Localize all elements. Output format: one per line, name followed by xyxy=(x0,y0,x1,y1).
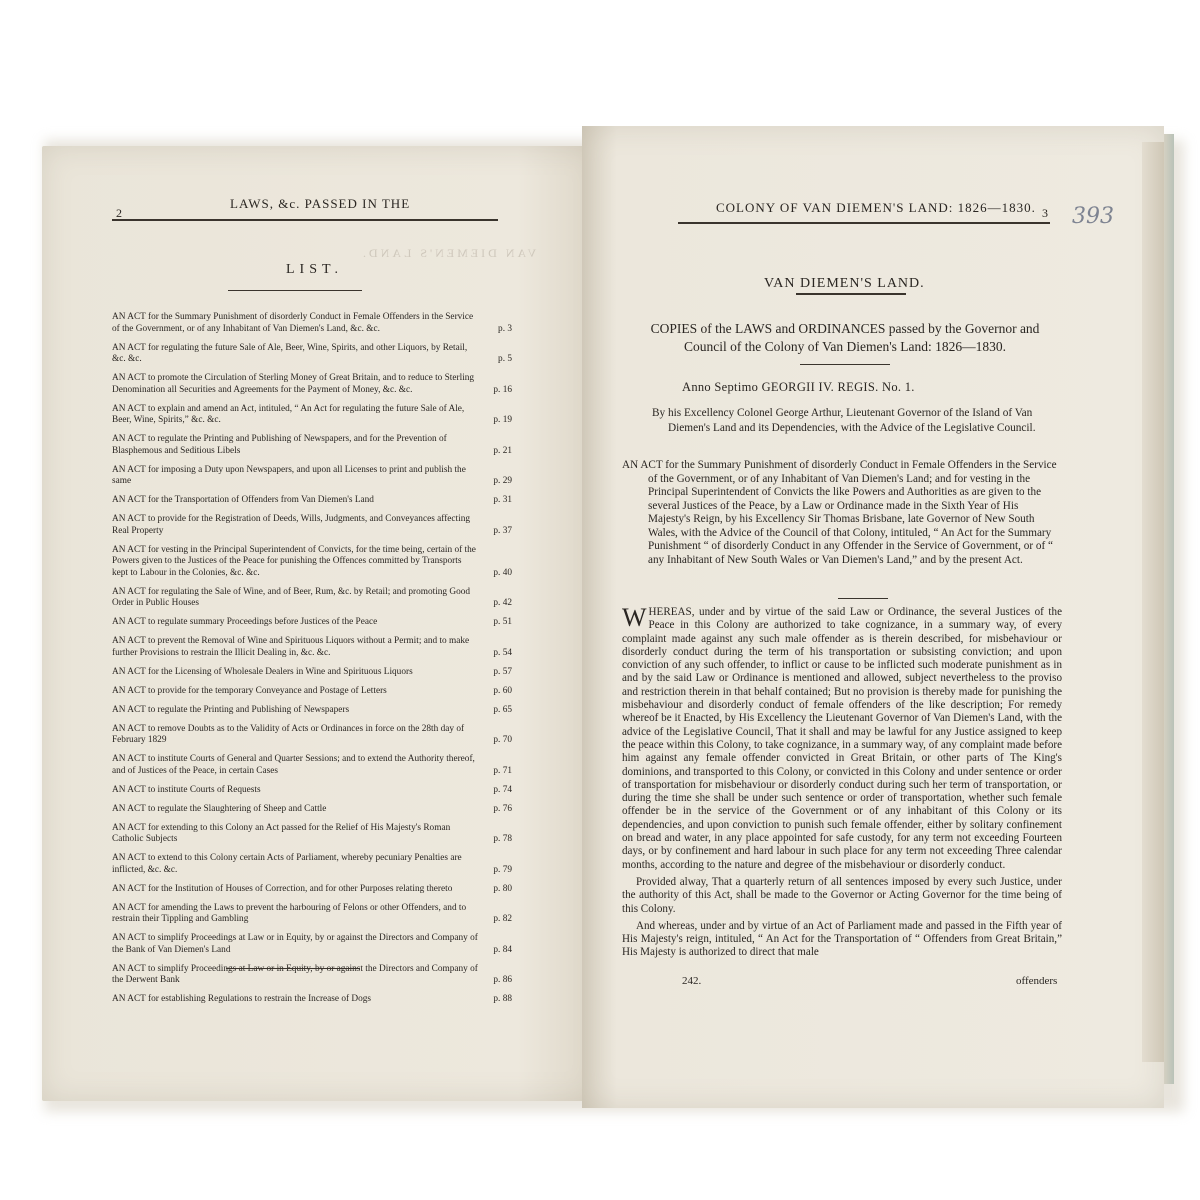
list-item-page: p. 57 xyxy=(493,666,512,677)
and-whereas-paragraph: And whereas, under and by virtue of an Act of Parliament made and passed in the Fifth year of His Majesty's reign, intituled, “ An Act for the Transportation of “ Offenders from Great Britain,” His Majesty is authorized to direct that male xyxy=(622,919,1062,959)
act-heading xyxy=(622,459,1058,567)
section-title-rule xyxy=(796,293,906,295)
list-item xyxy=(112,404,512,427)
right-page-edge xyxy=(1142,142,1164,1062)
list-item-page: p. 78 xyxy=(493,834,512,844)
list-item xyxy=(112,434,512,457)
list-item-page: p. 65 xyxy=(493,704,512,715)
list-item-title: AN ACT for the Institution of Houses of Correction, and for other Purposes relating thereto xyxy=(112,883,453,894)
whereas-paragraph xyxy=(622,603,1062,872)
list-item-title: AN ACT to provide for the temporary Conveyance and Postage of Letters xyxy=(112,685,387,696)
list-item xyxy=(112,373,512,396)
list-item-page: p. 3 xyxy=(498,323,512,334)
list-item-title: AN ACT for amending the Laws to prevent the harbouring of Felons or other Offenders, and to restrain their Tippling and Gambling xyxy=(112,902,467,924)
list-item-page: p. 5 xyxy=(498,354,512,364)
left-page-number: 2 xyxy=(116,206,122,220)
left-end-rule xyxy=(226,968,360,969)
pencil-note: 393 xyxy=(1072,204,1114,229)
list-item xyxy=(112,724,512,747)
list-title-rule xyxy=(228,290,362,291)
list-item xyxy=(112,804,512,816)
list-item-title: AN ACT for vesting in the Principal Superintendent of Convicts, for the time being, certain of the Powers given to the Justices of the Peace for punishing the Offences committed by Transports kept to Labour in the Colonies, &c. &c. xyxy=(112,544,476,578)
list-item-title: AN ACT for imposing a Duty upon Newspapers, and upon all Licenses to print and publish the same xyxy=(112,464,466,486)
list-item-page: p. 21 xyxy=(493,445,512,456)
list-item-title: AN ACT to institute Courts of General and Quarter Sessions; and to extend the Authority thereof, and of Justices of the Peace, in certain Cases xyxy=(112,754,475,776)
list-item-title: AN ACT to explain and amend an Act, intituled, “ An Act for regulating the future Sale of Ale, Beer, Wine, Spirits,” &c. &c. xyxy=(112,403,465,425)
enacting-authority xyxy=(652,406,1052,436)
list-item xyxy=(112,903,512,926)
list-item-page: p. 82 xyxy=(493,914,512,924)
list-item-page: p. 37 xyxy=(493,525,512,536)
drop-cap: W xyxy=(622,603,647,632)
list-item-title: AN ACT for regulating the Sale of Wine, and of Beer, Rum, &c. by Retail; and promoting Good Order in Public Houses xyxy=(112,586,471,608)
list-item-page: p. 80 xyxy=(493,883,512,894)
list-item-title: AN ACT for extending to this Colony an Act passed for the Relief of His Majesty's Roman Catholic Subjects xyxy=(112,822,451,844)
list-item xyxy=(112,617,512,629)
whereas-text: HEREAS, under and by virtue of the said Law or Ordinance, the several Justices of the Peace in this Colony are authorized to take cognizance, in a summary way, of every complaint made against any such male offender as is therein described, for misbehaviour or disorderly conduct during the term of his transportation or subsisting conviction; and upon conviction of any such offender, to inflict or cause to be inflicted such moderate punishment as in and by the said Law or Ordinance is mentioned and allowed, subject nevertheless to the proviso and restriction therein in that behalf contained; But no provision is thereby made for punishing the misbehaviour and disorderly conduct of female offenders of the like description; For remedy whereof be it Enacted, by His Excellency the Lieutenant Governor of Van Diemen's Land, with the advice of the Legislative Council, That it shall and may be lawful for any Justice assigned to keep the peace within this Colony, to take cognizance, in a summary way, of any complaint made before him against any female offender convicted in Great Britain, or other parts of The King's dominions, and transported to this Colony, or convicted in this Colony and under sentence or order of transportation for misbehaviour or disorderly conduct during such her term of transportation, or during the time she shall be under such sentence or order of transportation, whether such female offender be in the service of the Government or of any inhabitant of this Colony or its dependencies, and upon conviction to punish such female offender, either by solitary confinement on bread and water, in any place appointed for safe custody, for any term not exceeding Fourteen days, or by confinement and hard labour in such place for any term not exceeding Three calendar months, according to the nature and degree of the misbehaviour or disorderly conduct. xyxy=(622,606,1062,871)
list-item xyxy=(112,495,512,507)
list-item xyxy=(112,933,512,956)
list-item-page: p. 42 xyxy=(493,598,512,608)
list-item xyxy=(112,853,512,876)
list-item-title: AN ACT to regulate the Slaughtering of Sheep and Cattle xyxy=(112,803,327,814)
list-item-title: AN ACT to remove Doubts as to the Validity of Acts or Ordinances in force on the 28th day of February 1829 xyxy=(112,723,465,745)
list-item-title: AN ACT to simplify Proceedings at Law or in Equity, by or against the Directors and Company of the Bank of Van Diemen's Land xyxy=(112,933,478,955)
list-item-page: p. 71 xyxy=(493,765,512,776)
list-item-title: AN ACT for the Transportation of Offenders from Van Diemen's Land xyxy=(112,495,374,505)
proviso-paragraph: Provided alway, That a quarterly return of all sentences imposed by every such Justice, under the authority of this Act, shall be made to the Governor or Acting Governor for the time being of this Colony. xyxy=(622,875,1062,915)
list-item xyxy=(112,823,512,846)
list-item xyxy=(112,545,512,580)
section-title: VAN DIEMEN'S LAND. xyxy=(764,276,925,291)
enacting-authority-text: By his Excellency Colonel George Arthur, Lieutenant Governor of the Island of Van Diemen's Land and its Dependencies, with the Advice of the Legislative Council. xyxy=(652,407,1036,434)
left-head-rule xyxy=(112,219,498,221)
copies-rule xyxy=(800,364,890,365)
catchword: offenders xyxy=(1016,975,1058,987)
list-item xyxy=(112,587,512,610)
act-body xyxy=(622,603,1062,964)
right-head-rule xyxy=(678,222,1050,224)
list-item-title: AN ACT for the Licensing of Wholesale Dealers in Wine and Spirituous Liquors xyxy=(112,666,413,677)
list-item-page: p. 86 xyxy=(493,975,512,985)
list-item-page: p. 84 xyxy=(493,944,512,955)
list-item xyxy=(112,994,512,1006)
list-item-title: AN ACT to regulate the Printing and Publishing of Newspapers xyxy=(112,704,350,715)
right-running-head: COLONY OF VAN DIEMEN'S LAND: 1826—1830. xyxy=(716,200,1036,215)
list-item xyxy=(112,465,512,488)
list-item xyxy=(112,785,512,797)
list-item xyxy=(112,754,512,777)
act-heading-text: AN ACT for the Summary Punishment of disorderly Conduct in Female Offenders in the Service of the Government, or of any Inhabitant of Van Diemen's Land; and for vesting in the Principal Superintendent of Convicts the like Powers and Authorities as are given to the several Justices of the Peace, by a Law or Ordinance made in the Sixth Year of His Majesty's Reign, by his Excellency Sir Thomas Brisbane, late Governor of New South Wales, with the Advice of the Council of that Colony, intituled, “ An Act for the Summary Punishment “ of disorderly Conduct in any Offender in the Service of Government, or of “ any Inhabitant of New South Wales or Van Diemen's Land,” and by the present Act. xyxy=(622,459,1057,566)
list-item-page: p. 54 xyxy=(493,647,512,658)
list-item-title: AN ACT to simplify Proceedings at Law or in Equity, by or against the Directors and Company of the Derwent Bank xyxy=(112,963,478,985)
list-item-page: p. 74 xyxy=(493,784,512,795)
list-item-page: p. 76 xyxy=(493,803,512,814)
left-running-head: LAWS, &c. PASSED IN THE xyxy=(230,196,411,211)
contents-list xyxy=(112,312,512,1013)
copies-heading: COPIES of the LAWS and ORDINANCES passed by the Governor and Council of the Colony of Van Diemen's Land: 1826—1830. xyxy=(650,321,1040,354)
list-item xyxy=(112,686,512,698)
list-item-title: AN ACT to institute Courts of Requests xyxy=(112,784,261,795)
list-item xyxy=(112,884,512,896)
list-item-page: p. 40 xyxy=(493,567,512,578)
regnal-year: Anno Septimo GEORGII IV. REGIS. No. 1. xyxy=(682,380,915,394)
list-item-page: p. 19 xyxy=(493,415,512,425)
list-item-page: p. 29 xyxy=(493,476,512,486)
list-item xyxy=(112,312,512,335)
list-item-title: AN ACT to provide for the Registration of Deeds, Wills, Judgments, and Conveyances affecting Real Property xyxy=(112,514,471,536)
list-item-page: p. 51 xyxy=(493,617,512,627)
list-item-title: AN ACT to regulate summary Proceedings before Justices of the Peace xyxy=(112,617,378,627)
list-title: LIST. xyxy=(286,262,344,277)
list-item-page: p. 70 xyxy=(493,735,512,745)
list-item-page: p. 88 xyxy=(493,994,512,1004)
list-item xyxy=(112,705,512,717)
list-item-title: AN ACT to extend to this Colony certain Acts of Parliament, whereby pecuniary Penalties are inflicted, &c. &c. xyxy=(112,853,462,875)
list-item-title: AN ACT to promote the Circulation of Sterling Money of Great Britain, and to reduce to Sterling Denomination all Securities and Agreements for the Payment of Money, &c. &c. xyxy=(112,373,475,395)
list-item-page: p. 31 xyxy=(493,495,512,505)
right-page-number: 3 xyxy=(1042,206,1048,220)
list-item-title: AN ACT for the Summary Punishment of disorderly Conduct in Female Offenders in the Service of the Government, or of any Inhabitant of Van Diemen's Land, &c. &c. xyxy=(112,312,474,334)
list-item xyxy=(112,636,512,659)
list-item-title: AN ACT for regulating the future Sale of Ale, Beer, Wine, Spirits, and other Liquors, by Retail, &c. &c. xyxy=(112,342,468,364)
list-item xyxy=(112,667,512,679)
list-item xyxy=(112,514,512,537)
list-item-page: p. 16 xyxy=(493,384,512,395)
list-item-title: AN ACT to prevent the Removal of Wine and Spirituous Liquors without a Permit; and to make further Provisions to restrain the Illicit Dealing in, &c. &c. xyxy=(112,636,470,658)
list-item xyxy=(112,964,512,987)
signature-mark: 242. xyxy=(682,975,702,987)
act-rule xyxy=(838,598,888,599)
list-item-page: p. 79 xyxy=(493,864,512,875)
list-item-title: AN ACT for establishing Regulations to restrain the Increase of Dogs xyxy=(112,994,372,1004)
list-item-title: AN ACT to regulate the Printing and Publishing of Newspapers, and for the Prevention of Blasphemous and Seditious Libels xyxy=(112,434,447,456)
show-through-text: VAN DIEMEN'S LAND. xyxy=(360,246,537,260)
list-item xyxy=(112,343,512,366)
list-item-page: p. 60 xyxy=(493,685,512,696)
